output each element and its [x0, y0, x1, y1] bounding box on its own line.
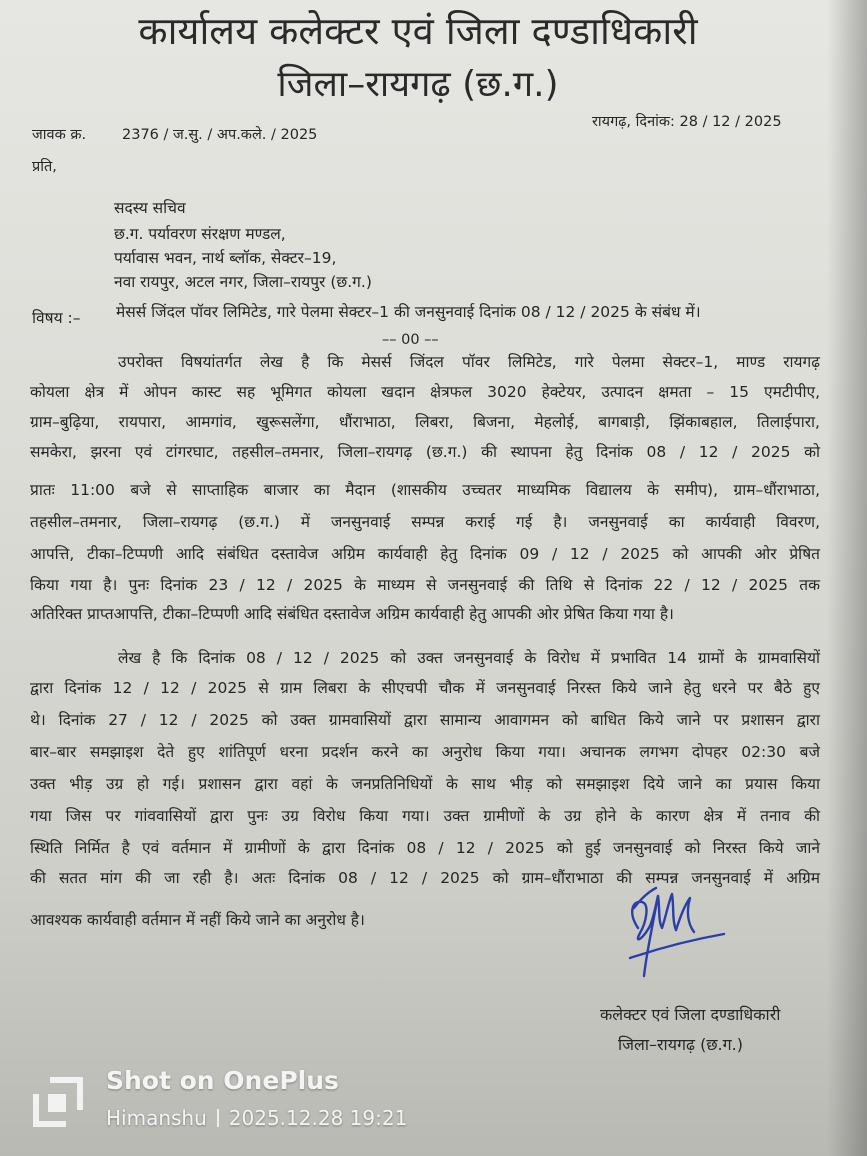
- paragraph-line: आवश्यक कार्यवाही वर्तमान में नहीं किये जाने का अनुरोध है।: [30, 911, 365, 929]
- subject-separator: –– 00 ––: [382, 332, 439, 348]
- paragraph-line: प्रातः 11:00 बजे से साप्ताहिक बाजार का मैदान (शासकीय उच्चतर माध्यमिक विद्यालय के समीप), ग्राम–धौंराभाठा,: [30, 481, 820, 499]
- paragraph-line: आपत्ति, टीका–टिप्पणी आदि संबंधित दस्तावेज अग्रिम कार्यवाही हेतु दिनांक 09 / 12 / 2025 को आपकी ओर प्रेषित: [30, 545, 820, 563]
- addressee-line: छ.ग. पर्यावरण संरक्षण मण्डल,: [114, 225, 286, 243]
- date-line: रायगढ़, दिनांक: 28 / 12 / 2025: [592, 114, 782, 130]
- paragraph-line: की सतत मांग की जा रही है। अतः दिनांक 08 / 12 / 2025 को ग्राम–धौंराभाठा की सम्पन्न जनसुनवाई में अग्रिम: [30, 869, 820, 887]
- paragraph-line: बार–बार समझाइश देते हुए शांतिपूर्ण धरना प्रदर्शन करने का अनुरोध किया गया। अचानक लगभग दोपहर 02:30 बजे: [30, 743, 820, 761]
- watermark-subtitle: [106, 1106, 407, 1130]
- paragraph-line: कोयला क्षेत्र में ओपन कास्ट सह भूमिगत कोयला खदान क्षेत्रफल 3020 हेक्टेयर, उत्पादन क्षमता – 15 एमटीपीए,: [30, 383, 820, 401]
- subject-text: मेसर्स जिंदल पॉवर लिमिटेड, गारे पेलमा सेक्टर–1 की जनसुनवाई दिनांक 08 / 12 / 2025 के संबंध में।: [116, 303, 701, 321]
- paragraph-line: समकेरा, झरना एवं टांगरघाट, तहसील–तमनार, जिला–रायगढ़ (छ.ग.) की स्थापना हेतु दिनांक 08 / 12 / 2025 को: [30, 443, 820, 461]
- page-edge-shadow: [827, 0, 867, 1156]
- signature-block: [600, 1000, 780, 1060]
- paragraph-line: थे। दिनांक 27 / 12 / 2025 को उक्त ग्रामवासियों द्वारा सामान्य आवागमन को बाधित किये जाने पर प्रशासन द्वारा: [30, 711, 820, 729]
- reference-label: जावक क्र.: [32, 127, 87, 143]
- paragraph-line: द्वारा दिनांक 12 / 12 / 2025 से ग्राम लिबरा के सीएचपी चौक में जनसुनवाई निरस्त किये जाने हेतु धरने पर बैठे हुए: [30, 679, 820, 697]
- paragraph-line: उक्त भीड़ उग्र हो गई। प्रशासन द्वारा वहां के जनप्रतिनिधियों के साथ भीड़ को समझाइश दिये जाने का प्रयास किया: [30, 775, 820, 793]
- office-district: जिला–रायगढ़ (छ.ग.): [277, 64, 559, 105]
- paragraph-line: स्थिति निर्मित है एवं वर्तमान में ग्रामीणों के द्वारा दिनांक 08 / 12 / 2025 को हुई जनसुनवाई को निरस्त किये जाने: [30, 839, 820, 857]
- signatory-district: जिला–रायगढ़ (छ.ग.): [618, 1035, 743, 1054]
- watermark-title: Shot on OnePlus: [106, 1066, 339, 1095]
- watermark-separator: [217, 1109, 219, 1127]
- addressee-line: सदस्य सचिव: [114, 199, 186, 217]
- paragraph-line: किया गया है। पुनः दिनांक 23 / 12 / 2025 के माध्यम से जनसुनवाई की तिथि से दिनांक 22 / 12 / 2025 तक: [30, 576, 820, 594]
- paragraph-line: तहसील–तमनार, जिला–रायगढ़ (छ.ग.) में जनसुनवाई सम्पन्न कराई गई है। जनसुनवाई का कार्यवाही विवरण,: [30, 513, 820, 531]
- signatory-designation: कलेक्टर एवं जिला दण्डाधिकारी: [600, 1005, 781, 1024]
- to-label: प्रति,: [32, 159, 57, 175]
- subject-label: विषय :–: [32, 309, 81, 327]
- paragraph-line: लेख है कि दिनांक 08 / 12 / 2025 को उक्त जनसुनवाई के विरोध में प्रभावित 14 ग्रामों के ग्रामवासियों: [118, 649, 820, 667]
- reference-number: 2376 / ज.सु. / अप.कले. / 2025: [122, 127, 318, 143]
- watermark-author: Himanshu: [106, 1106, 207, 1130]
- paragraph-line: ग्राम–बुढ़िया, रायपारा, आमगांव, खुरूसलेंगा, धौंराभाठा, लिबरा, बिजना, मेहलोई, बागबाड़ी, झिंकाबहाल, तिलाईपारा,: [30, 413, 820, 431]
- paragraph-line: उपरोक्त विषयांतर्गत लेख है कि मेसर्स जिंदल पॉवर लिमिटेड, गारे पेलमा सेक्टर–1, माण्ड रायगढ़: [118, 353, 820, 371]
- paragraph-line: अतिरिक्त प्राप्तआपत्ति, टीका–टिप्पणी आदि संबंधित दस्तावेज अग्रिम कार्यवाही हेतु आपकी ओर प्रेषित किया गया है।: [30, 605, 674, 623]
- camera-watermark: [26, 1066, 446, 1146]
- watermark-timestamp: 2025.12.28 19:21: [228, 1106, 408, 1130]
- addressee-line: नवा रायपुर, अटल नगर, जिला–रायपुर (छ.ग.): [114, 273, 372, 291]
- oneplus-logo-icon: [32, 1076, 84, 1128]
- paragraph-line: गया जिस पर गांववासियों द्वारा पुनः उग्र विरोध किया गया। उक्त ग्रामीणों के उग्र होने के कारण क्षेत्र में तनाव की: [30, 807, 820, 825]
- office-title: कार्यालय कलेक्टर एवं जिला दण्डाधिकारी: [138, 9, 698, 53]
- addressee-line: पर्यावास भवन, नार्थ ब्लॉक, सेक्टर–19,: [114, 249, 337, 267]
- handwritten-signature: [620, 878, 730, 988]
